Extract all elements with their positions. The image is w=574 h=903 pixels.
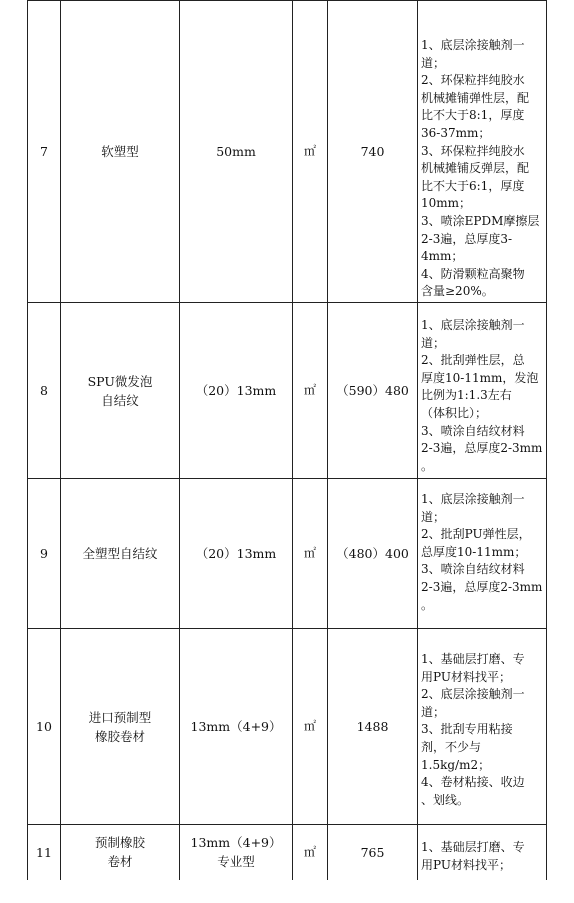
unit: ㎡ [293, 825, 328, 880]
construction-description: 1、底层涂接触剂一 道； 2、环保粒拌纯胶水 机械摊铺弹性层，配 比不大于8:1，厚度 36-37mm； 3、环保粒拌纯胶水 机械摊铺反弹层，配 比不大于6:1，厚度 10mm； 3、喷涂EPDM摩擦层 2-3遍，总厚度3- 4mm； 4、防滑颗粒高聚物 含量≥20%。 [418, 1, 547, 303]
table-row [28, 1, 547, 303]
product-spec: 50mm [180, 1, 293, 303]
row-number: 7 [28, 1, 61, 303]
unit: ㎡ [293, 303, 328, 479]
unit: ㎡ [293, 1, 328, 303]
row-number: 10 [28, 629, 61, 825]
row-number: 9 [28, 479, 61, 629]
construction-description: 1、基础层打磨、专 用PU材料找平； [418, 825, 547, 880]
unit-price: 740 [328, 1, 418, 303]
table-row [28, 629, 547, 825]
specification-table [27, 0, 547, 880]
unit-price: 765 [328, 825, 418, 880]
product-name: 软塑型 [61, 1, 180, 303]
unit: ㎡ [293, 479, 328, 629]
table-row [28, 479, 547, 629]
unit: ㎡ [293, 629, 328, 825]
table-row [28, 825, 547, 880]
row-number: 11 [28, 825, 61, 880]
product-spec: （20）13mm [180, 303, 293, 479]
unit-price: （590）480 [328, 303, 418, 479]
construction-description: 1、基础层打磨、专 用PU材料找平； 2、底层涂接触剂一 道； 3、批刮专用粘接 剂，不少与 1.5kg/m2； 4、卷材粘接、收边 、划线。 [418, 629, 547, 825]
unit-price: 1488 [328, 629, 418, 825]
construction-description: 1、底层涂接触剂一 道； 2、批刮PU弹性层， 总厚度10-11mm； 3、喷涂自结纹材料 2-3遍，总厚度2-3mm 。 [418, 479, 547, 629]
product-name: 进口预制型 橡胶卷材 [61, 629, 180, 825]
unit-price: （480）400 [328, 479, 418, 629]
product-spec: 13mm（4+9） 专业型 [180, 825, 293, 880]
product-name: 全塑型自结纹 [61, 479, 180, 629]
product-name: 预制橡胶 卷材 [61, 825, 180, 880]
construction-description: 1、底层涂接触剂一 道； 2、批刮弹性层，总 厚度10-11mm，发泡 比例为1:1.3左右 （体积比）； 3、喷涂自结纹材料 2-3遍，总厚度2-3mm 。 [418, 303, 547, 479]
table-row [28, 303, 547, 479]
product-name: SPU微发泡 自结纹 [61, 303, 180, 479]
row-number: 8 [28, 303, 61, 479]
product-spec: 13mm（4+9） [180, 629, 293, 825]
product-spec: （20）13mm [180, 479, 293, 629]
